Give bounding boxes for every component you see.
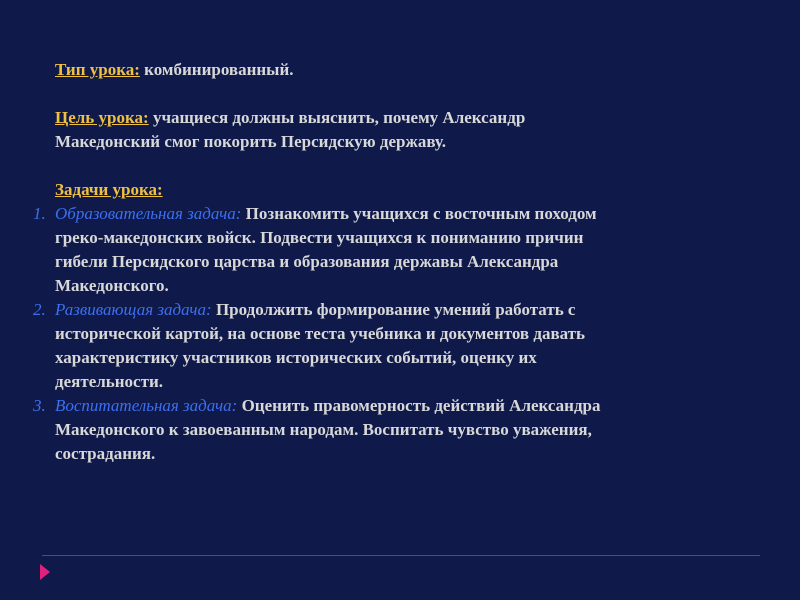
task-item-3 [33, 394, 755, 466]
task-number: 3. [33, 396, 46, 415]
task-text: Македонского. [55, 276, 169, 295]
lesson-goal-label: Цель урока: [55, 108, 149, 127]
task-text: сострадания. [55, 444, 156, 463]
task-text: деятельности. [55, 372, 164, 391]
tasks-heading-line [55, 178, 755, 202]
task-title: Развивающая задача: [55, 300, 212, 319]
triangle-right-icon[interactable] [40, 564, 50, 580]
task-text: Македонского к завоеванным народам. Воспитать чувство уважения, [55, 420, 592, 439]
tasks-heading: Задачи урока: [55, 180, 163, 199]
task-text: Продолжить формирование умений работать с [211, 300, 576, 319]
task-title: Образовательная задача: [55, 204, 242, 223]
task-text: характеристику участников исторических событий, оценку их [55, 348, 537, 367]
task-number: 2. [33, 300, 46, 319]
spacer [55, 82, 755, 106]
lesson-type-line [55, 58, 755, 82]
task-text: исторической картой, на основе теста учебника и документов давать [55, 324, 586, 343]
task-item-2 [33, 298, 755, 394]
lesson-goal-text-2: Македонский смог покорить Персидскую державу. [55, 132, 446, 151]
lesson-type-value: комбинированный. [139, 60, 294, 79]
lesson-type-label: Тип урока: [55, 60, 140, 79]
task-title: Воспитательная задача: [55, 396, 238, 415]
task-text: Познакомить учащихся с восточным походом [241, 204, 597, 223]
spacer [55, 154, 755, 178]
task-item-1 [33, 202, 755, 298]
task-text: Оценить правомерность действий Александра [237, 396, 601, 415]
lesson-goal-line-2 [55, 130, 755, 154]
lesson-goal-line-1 [55, 106, 755, 130]
slide-content [33, 58, 755, 466]
task-number: 1. [33, 204, 46, 223]
task-text: гибели Персидского царства и образования державы Александра [55, 252, 559, 271]
lesson-goal-text-1: учащиеся должны выяснить, почему Александр [148, 108, 526, 127]
task-text: греко-македонских войск. Подвести учащихся к пониманию причин [55, 228, 584, 247]
footer-divider [42, 555, 760, 556]
